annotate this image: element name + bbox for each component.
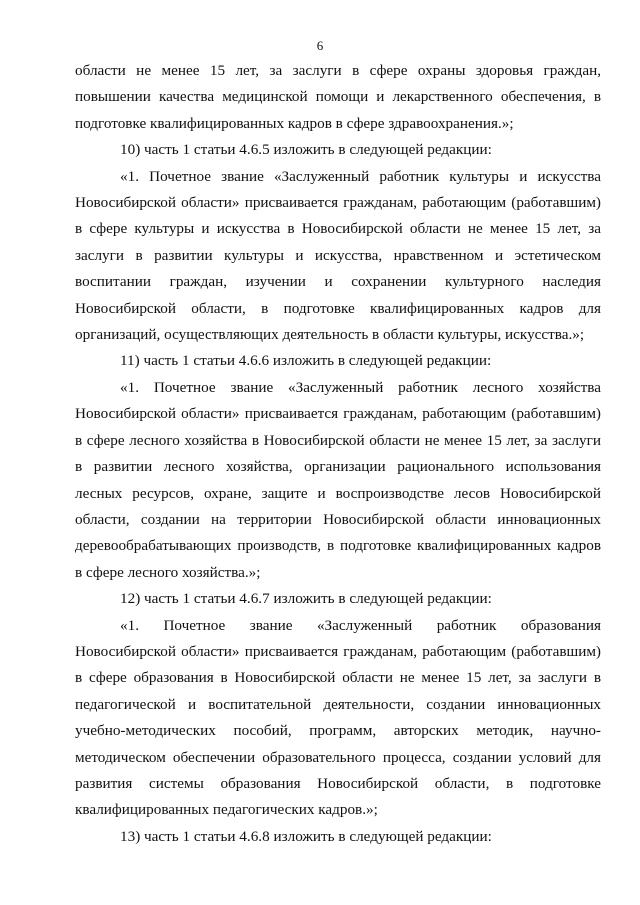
amendment-instruction: 10) часть 1 статьи 4.6.5 изложить в следующей редакции: [120, 141, 492, 159]
paragraph: области не менее 15 лет, за заслуги в сфере охраны здоровья граждан, повышении качества медицинской помощи и лекарственного обеспечения, в подготовке квалифицированных кадров в сфере здравоохранения.»; [75, 62, 601, 132]
amendment-instruction: 11) часть 1 статьи 4.6.6 изложить в следующей редакции: [120, 352, 492, 370]
amendment-text: «1. Почетное звание «Заслуженный работник лесного хозяйства Новосибирской области» присваивается гражданам, работающим (работавшим) в сфере лесного хозяйства в Новосибирской области не менее 15 лет, за заслуги в развитии лесного хозяйства, организации рационального использования лесных ресурсов, охране, защите и воспроизводстве лесов Новосибирской области, создании на территории Новосибирской области инновационных деревообрабатывающих производств, в подготовке квалифицированных кадров в сфере лесного хозяйства.»; [75, 378, 601, 581]
amendment-text: «1. Почетное звание «Заслуженный работник образования Новосибирской области» присваивается гражданам, работающим (работавшим) в сфере образования в Новосибирской области не менее 15 лет, за заслуги в педагогической и воспитательной деятельности, создании инновационных учебно-методических пособий, программ, авторских методик, научно-методическом обеспечении образовательного процесса, создании условий для развития системы образования Новосибирской области, в подготовке квалифицированных педагогических кадров.»; [75, 616, 601, 819]
amendment-instruction: 13) часть 1 статьи 4.6.8 изложить в следующей редакции: [120, 827, 492, 845]
document-body [75, 58, 601, 850]
page-number: 6 [316, 38, 324, 53]
amendment-text: «1. Почетное звание «Заслуженный работник культуры и искусства Новосибирской области» присваивается гражданам, работающим (работавшим) в сфере культуры и искусства в Новосибирской области не менее 15 лет, за заслуги в развитии культуры и искусства, нравственном и эстетическом воспитании граждан, изучении и сохранении культурного наследия Новосибирской области, в подготовке квалифицированных кадров для организаций, осуществляющих деятельность в области культуры, искусства.»; [75, 167, 601, 344]
amendment-instruction: 12) часть 1 статьи 4.6.7 изложить в следующей редакции: [120, 590, 492, 608]
